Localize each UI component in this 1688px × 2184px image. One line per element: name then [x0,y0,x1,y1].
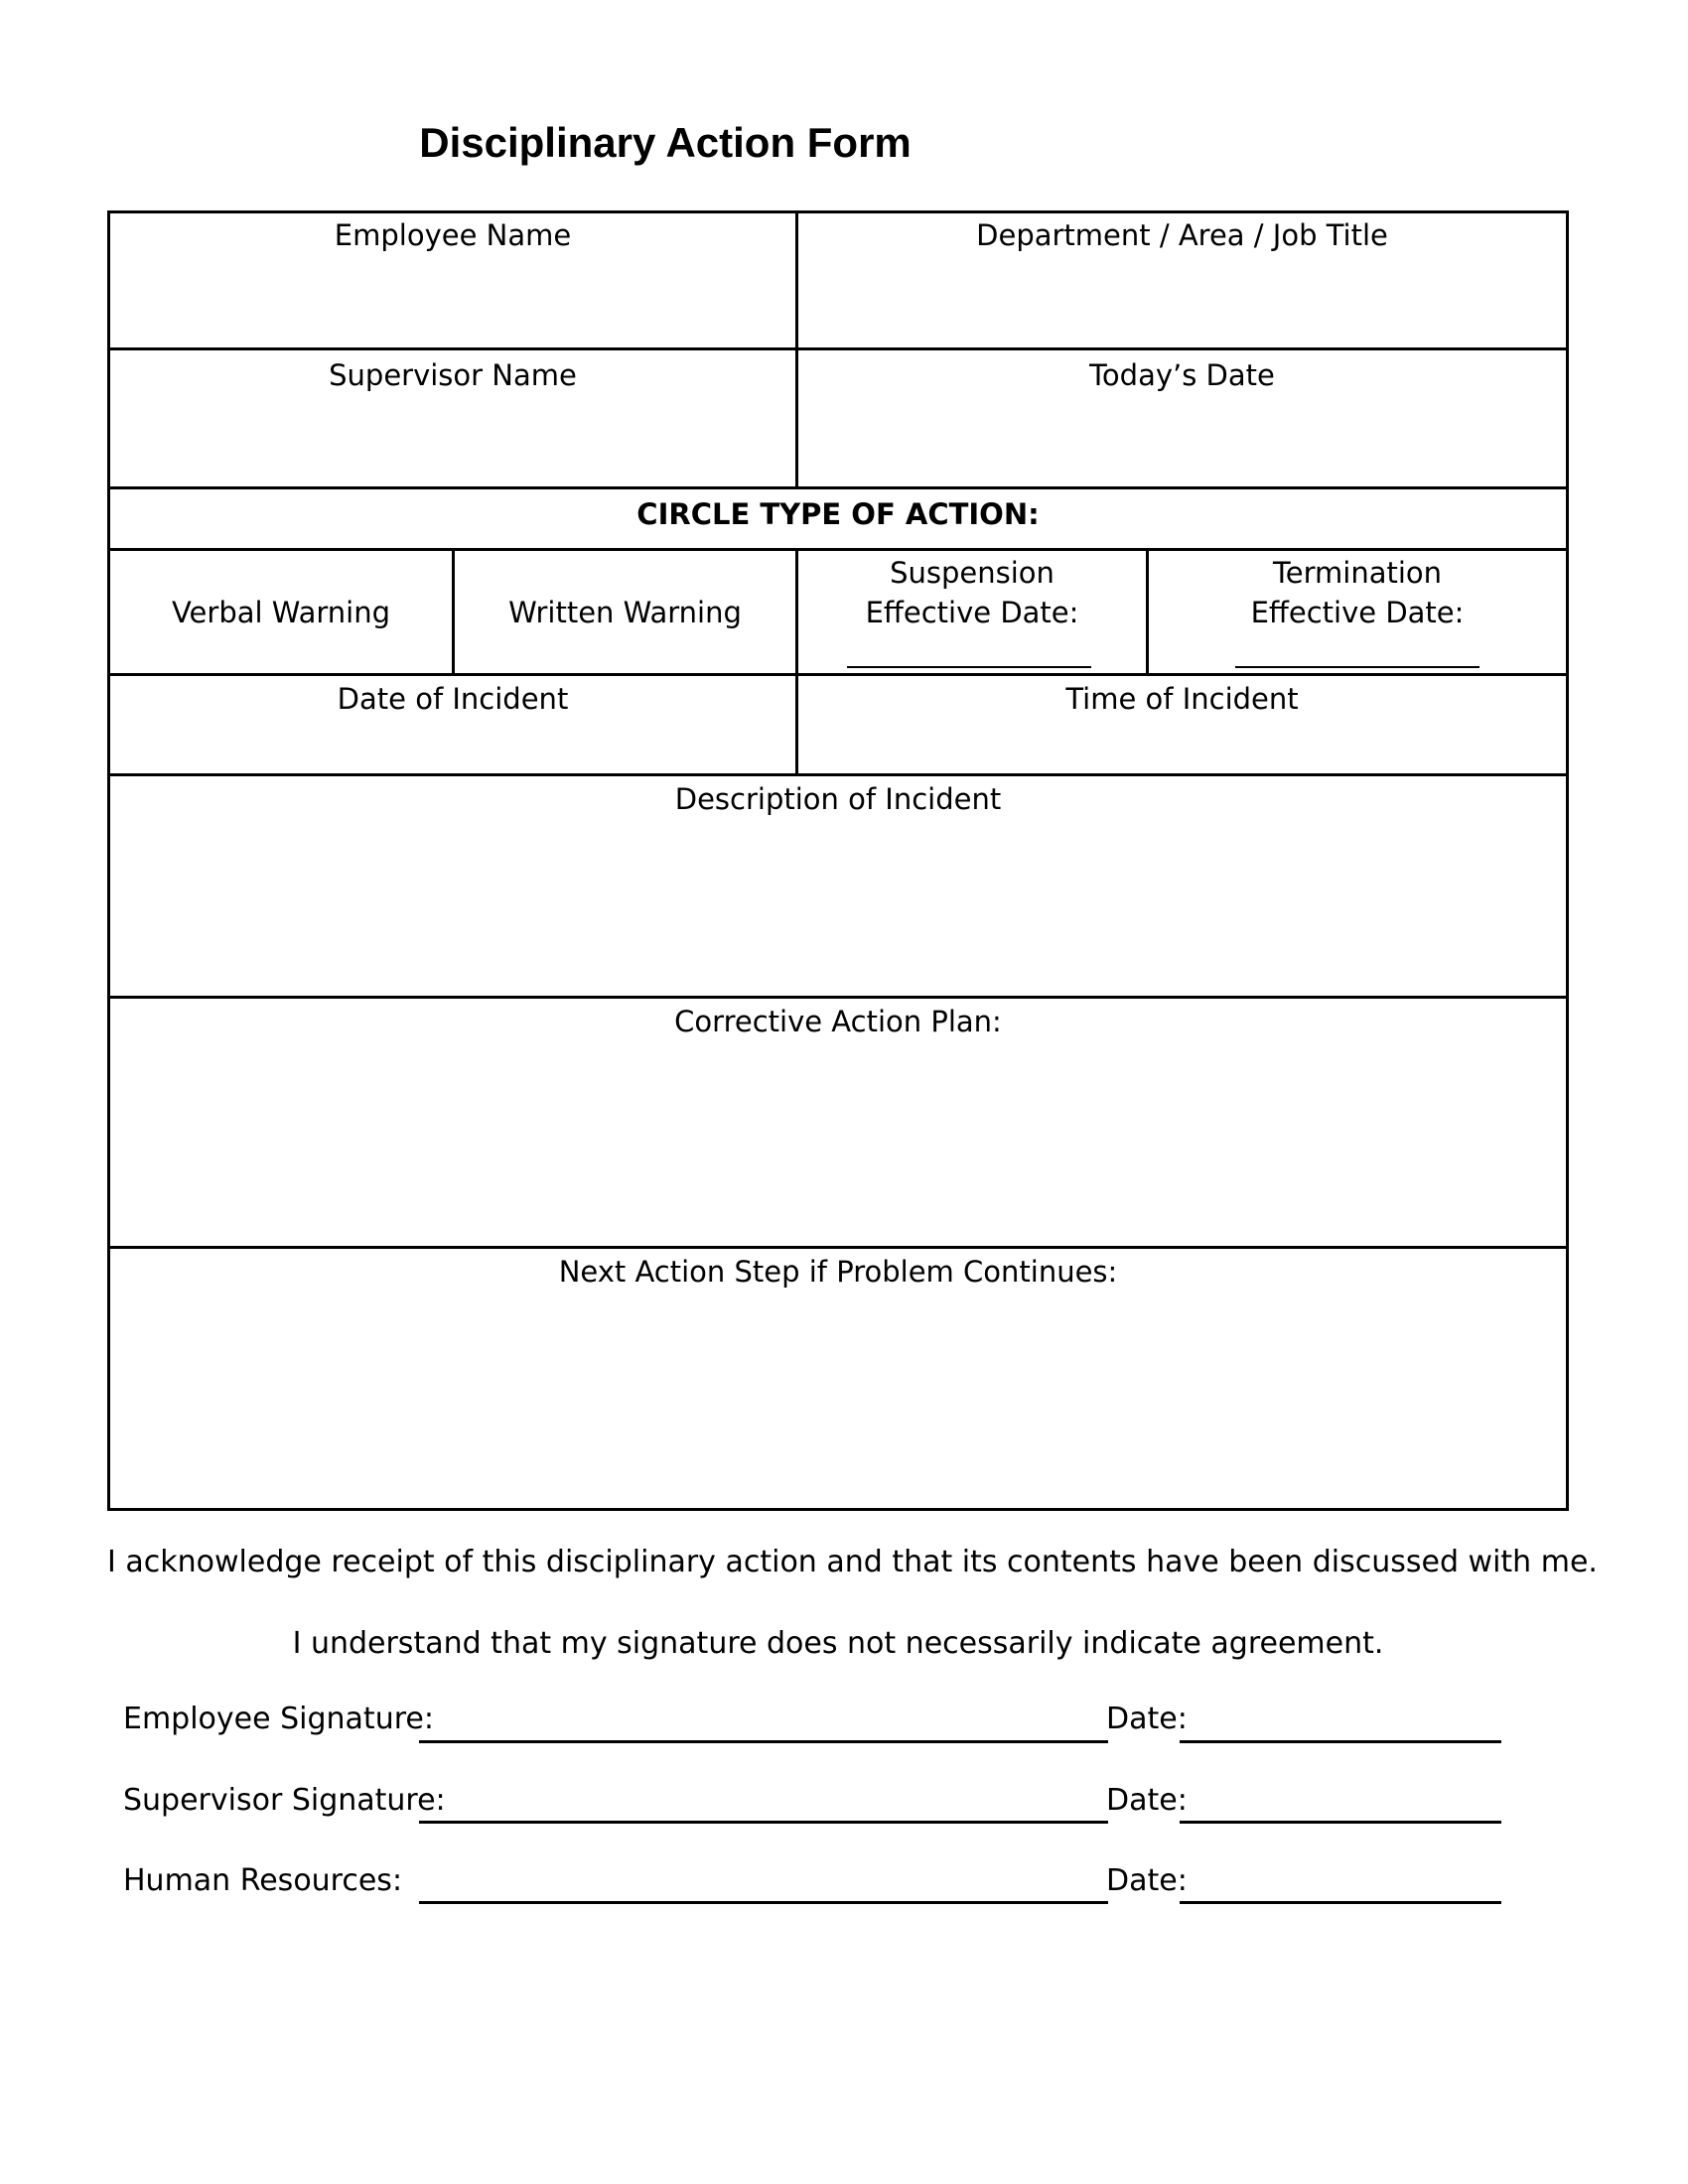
suspension-date-line[interactable] [847,666,1091,668]
acknowledgement-line-1: I acknowledge receipt of this disciplinary action and that its contents have been discussed with me. [107,1545,1598,1579]
supervisor-signature-label: Supervisor Signature: [123,1783,446,1818]
supervisor-name-label: Supervisor Name [329,358,577,392]
date-of-incident-label: Date of Incident [337,682,569,716]
hr-date-label: Date: [1106,1863,1188,1898]
supervisor-signature-line[interactable] [419,1821,1108,1824]
department-label: Department / Area / Job Title [976,218,1388,252]
hr-signature-line[interactable] [419,1901,1108,1904]
row-divider [110,773,1566,776]
employee-name-label: Employee Name [334,218,572,252]
description-of-incident-label: Description of Incident [674,782,1002,816]
disciplinary-form-table [107,210,1569,1511]
hr-signature-label: Human Resources: [123,1863,403,1898]
termination-option[interactable]: Termination [1272,556,1443,590]
corrective-action-plan-label: Corrective Action Plan: [674,1005,1002,1038]
todays-date-label: Today’s Date [1089,358,1275,392]
supervisor-date-label: Date: [1106,1783,1188,1818]
hr-date-line[interactable] [1180,1901,1501,1904]
row-divider [110,347,1566,350]
next-action-step-label: Next Action Step if Problem Continues: [558,1255,1118,1289]
suspension-effective-date-label: Effective Date: [865,596,1079,629]
page-title: Disciplinary Action Form [419,119,912,166]
row-divider [110,486,1566,489]
written-warning-option[interactable]: Written Warning [508,596,742,629]
supervisor-date-line[interactable] [1180,1821,1501,1824]
acknowledgement-line-2: I understand that my signature does not necessarily indicate agreement. [292,1626,1384,1661]
row-divider [110,673,1566,676]
employee-signature-label: Employee Signature: [123,1702,434,1736]
termination-date-line[interactable] [1235,666,1479,668]
row-divider [110,996,1566,999]
row-divider [110,1246,1566,1249]
verbal-warning-option[interactable]: Verbal Warning [171,596,391,629]
employee-signature-line[interactable] [419,1740,1108,1743]
action-type-heading: CIRCLE TYPE OF ACTION: [636,497,1040,531]
employee-date-label: Date: [1106,1702,1188,1736]
suspension-option[interactable]: Suspension [890,556,1055,590]
time-of-incident-label: Time of Incident [1065,682,1299,716]
employee-date-line[interactable] [1180,1740,1501,1743]
termination-effective-date-label: Effective Date: [1250,596,1465,629]
row-divider [110,548,1566,551]
